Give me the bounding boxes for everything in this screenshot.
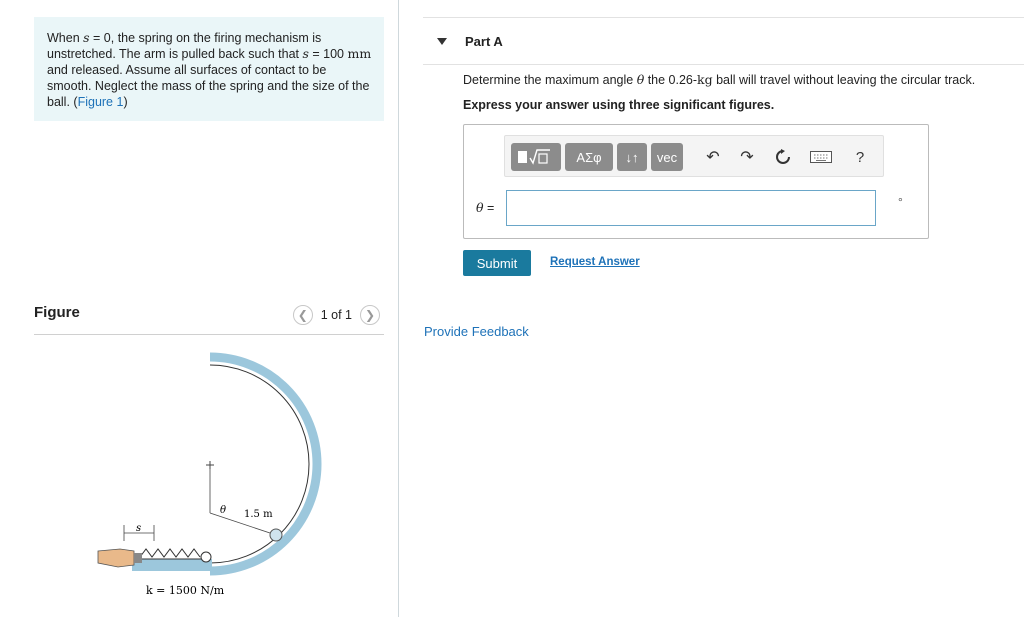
arrows-button[interactable]: ↓↑ bbox=[617, 143, 647, 171]
math-toolbar bbox=[504, 135, 884, 177]
ball bbox=[270, 529, 282, 541]
collapse-triangle-icon[interactable] bbox=[437, 38, 447, 45]
chevron-right-icon[interactable]: ❯ bbox=[360, 305, 380, 325]
request-answer-link[interactable]: Request Answer bbox=[550, 256, 640, 268]
figure-header bbox=[34, 300, 384, 335]
help-button[interactable]: ? bbox=[855, 148, 865, 166]
figure-link[interactable]: Figure 1 bbox=[77, 95, 124, 109]
left-pane bbox=[0, 0, 399, 617]
greek-symbols-button[interactable]: ΑΣφ bbox=[565, 143, 613, 171]
figure-title: Figure bbox=[34, 304, 80, 321]
radius-label: 1.5 m bbox=[244, 509, 273, 520]
template-icon[interactable] bbox=[511, 143, 561, 171]
degree-unit: ° bbox=[898, 195, 903, 209]
spring-constant-label: k = 1500 N/m bbox=[146, 584, 225, 597]
part-header[interactable] bbox=[423, 17, 1024, 65]
angle-label: θ bbox=[220, 505, 227, 516]
undo-icon[interactable]: ↶ bbox=[706, 149, 720, 166]
submit-button[interactable]: Submit bbox=[463, 250, 531, 276]
figure-page-count: 1 of 1 bbox=[320, 308, 352, 322]
right-pane bbox=[399, 0, 1024, 617]
spring bbox=[140, 549, 200, 557]
problem-statement: When s = 0, the spring on the firing mechanism is unstretched. The arm is pulled back such that s = 100 mm and released. Assume all surfaces of contact to be smooth. Neglect the mass of the spring and the size of the ball. (Figure 1) bbox=[34, 17, 384, 121]
answer-input[interactable] bbox=[506, 190, 876, 226]
reset-icon[interactable] bbox=[771, 143, 795, 171]
part-title: Part A bbox=[465, 34, 503, 49]
redo-icon[interactable]: ↷ bbox=[740, 149, 754, 166]
answer-variable-label: θ = bbox=[476, 200, 495, 215]
keyboard-icon[interactable] bbox=[807, 143, 835, 171]
answer-box bbox=[463, 124, 929, 239]
hand bbox=[98, 549, 134, 567]
vector-button[interactable]: vec bbox=[651, 143, 683, 171]
provide-feedback-link[interactable]: Provide Feedback bbox=[424, 324, 529, 339]
track-outer bbox=[210, 357, 317, 571]
s-label: s bbox=[136, 523, 142, 534]
track-base bbox=[132, 559, 212, 571]
chevron-left-icon[interactable]: ❮ bbox=[293, 305, 313, 325]
figure-diagram bbox=[90, 345, 330, 607]
figure-pager bbox=[293, 305, 380, 325]
instruction-text: Express your answer using three significant figures. bbox=[463, 98, 775, 112]
question-text: Determine the maximum angle θ the 0.26-kg ball will travel without leaving the circular track. bbox=[463, 72, 976, 87]
